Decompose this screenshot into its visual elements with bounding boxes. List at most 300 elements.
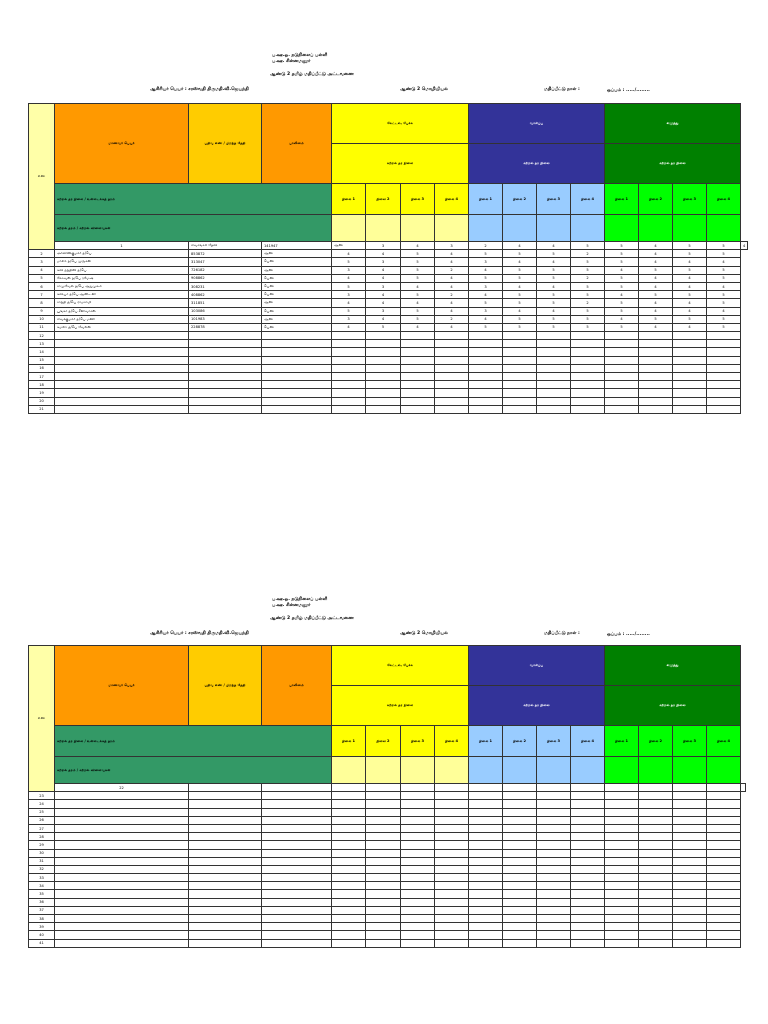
empty-cell[interactable] (639, 833, 673, 841)
empty-cell[interactable] (571, 841, 605, 849)
empty-cell[interactable] (469, 364, 503, 372)
empty-cell[interactable] (639, 808, 673, 816)
score-cell[interactable]: 4 (673, 258, 707, 266)
empty-cell[interactable] (673, 915, 707, 923)
empty-cell[interactable] (262, 882, 332, 890)
empty-cell[interactable] (537, 931, 571, 939)
empty-cell[interactable] (605, 348, 639, 356)
empty-cell[interactable] (262, 340, 332, 348)
score-cell[interactable]: 4 (435, 258, 469, 266)
empty-cell[interactable] (332, 915, 366, 923)
score-cell[interactable]: 5 (571, 291, 605, 299)
empty-cell[interactable] (401, 931, 435, 939)
empty-cell[interactable] (55, 915, 189, 923)
empty-cell[interactable] (366, 784, 401, 792)
empty-cell[interactable] (537, 784, 571, 792)
score-cell[interactable]: 4 (503, 242, 537, 250)
empty-cell[interactable] (673, 348, 707, 356)
empty-cell[interactable] (401, 849, 435, 857)
empty-cell[interactable] (639, 800, 673, 808)
score-cell[interactable]: 3 (435, 242, 469, 250)
empty-cell[interactable] (707, 931, 741, 939)
empty-cell[interactable] (673, 849, 707, 857)
empty-cell[interactable] (605, 865, 639, 873)
empty-cell[interactable] (605, 332, 639, 340)
score-cell[interactable]: 5 (673, 242, 707, 250)
empty-cell[interactable] (503, 348, 537, 356)
score-cell[interactable]: 2 (435, 315, 469, 323)
empty-cell[interactable] (469, 841, 503, 849)
empty-cell[interactable] (189, 784, 262, 792)
empty-cell[interactable] (189, 898, 262, 906)
student-reg[interactable]: 101983 (189, 315, 262, 323)
score-cell[interactable]: 4 (366, 274, 401, 282)
empty-cell[interactable] (503, 405, 537, 413)
empty-cell[interactable] (435, 784, 469, 792)
empty-cell[interactable] (639, 381, 673, 389)
empty-cell[interactable] (435, 915, 469, 923)
empty-cell[interactable] (673, 397, 707, 405)
empty-cell[interactable] (503, 865, 537, 873)
empty-cell[interactable] (401, 808, 435, 816)
empty-cell[interactable] (469, 816, 503, 824)
empty-cell[interactable] (435, 356, 469, 364)
empty-cell[interactable] (571, 874, 605, 882)
empty-cell[interactable] (707, 915, 741, 923)
empty-cell[interactable] (189, 397, 262, 405)
score-cell[interactable]: 5 (503, 291, 537, 299)
empty-cell[interactable] (332, 882, 366, 890)
empty-cell[interactable] (469, 939, 503, 947)
empty-cell[interactable] (537, 898, 571, 906)
score-cell[interactable]: 2 (571, 299, 605, 307)
score-cell[interactable]: 4 (707, 258, 741, 266)
score-cell[interactable]: 5 (503, 315, 537, 323)
empty-cell[interactable] (332, 857, 366, 865)
empty-cell[interactable] (503, 923, 537, 931)
empty-cell[interactable] (639, 824, 673, 832)
student-reg[interactable]: 103086 (189, 307, 262, 315)
score-cell[interactable]: 5 (401, 307, 435, 315)
score-cell[interactable]: 3 (332, 291, 366, 299)
empty-cell[interactable] (639, 332, 673, 340)
empty-cell[interactable] (639, 373, 673, 381)
score-cell[interactable]: 5 (605, 299, 639, 307)
score-cell[interactable]: 3 (366, 258, 401, 266)
empty-cell[interactable] (366, 874, 401, 882)
score-cell[interactable]: 4 (469, 266, 503, 274)
score-cell[interactable]: 5 (537, 250, 571, 258)
empty-cell[interactable] (707, 405, 741, 413)
score-cell[interactable]: 5 (469, 323, 503, 331)
score-cell[interactable]: 5 (469, 274, 503, 282)
empty-cell[interactable] (469, 857, 503, 865)
empty-cell[interactable] (537, 841, 571, 849)
empty-cell[interactable] (469, 784, 503, 792)
empty-cell[interactable] (55, 874, 189, 882)
student-gender[interactable]: ஆண் (262, 266, 332, 274)
empty-cell[interactable] (55, 389, 189, 397)
empty-cell[interactable] (332, 865, 366, 873)
empty-cell[interactable] (503, 816, 537, 824)
score-cell[interactable]: 4 (435, 307, 469, 315)
empty-cell[interactable] (332, 931, 366, 939)
empty-cell[interactable] (537, 849, 571, 857)
score-cell[interactable]: 5 (503, 299, 537, 307)
empty-cell[interactable] (673, 824, 707, 832)
empty-cell[interactable] (639, 915, 673, 923)
score-cell[interactable]: 4 (673, 323, 707, 331)
empty-cell[interactable] (673, 931, 707, 939)
score-cell[interactable]: 4 (673, 299, 707, 307)
empty-cell[interactable] (707, 332, 741, 340)
empty-cell[interactable] (401, 405, 435, 413)
empty-cell[interactable] (262, 332, 332, 340)
empty-cell[interactable] (639, 923, 673, 931)
empty-cell[interactable] (332, 397, 366, 405)
empty-cell[interactable] (55, 397, 189, 405)
empty-cell[interactable] (55, 373, 189, 381)
empty-cell[interactable] (469, 923, 503, 931)
empty-cell[interactable] (537, 356, 571, 364)
score-cell[interactable]: 5 (673, 266, 707, 274)
empty-cell[interactable] (435, 882, 469, 890)
empty-cell[interactable] (639, 356, 673, 364)
empty-cell[interactable] (262, 890, 332, 898)
empty-cell[interactable] (707, 348, 741, 356)
score-cell[interactable]: 4 (469, 291, 503, 299)
score-cell[interactable]: 5 (503, 250, 537, 258)
empty-cell[interactable] (401, 784, 435, 792)
score-cell[interactable]: 5 (503, 274, 537, 282)
score-cell[interactable]: 5 (401, 266, 435, 274)
score-cell[interactable]: 4 (503, 258, 537, 266)
score-cell[interactable]: 4 (639, 307, 673, 315)
empty-cell[interactable] (605, 857, 639, 865)
score-cell[interactable]: 4 (332, 323, 366, 331)
empty-cell[interactable] (537, 923, 571, 931)
empty-cell[interactable] (673, 857, 707, 865)
empty-cell[interactable] (639, 340, 673, 348)
score-cell[interactable]: 2 (571, 274, 605, 282)
score-cell[interactable]: 4 (503, 307, 537, 315)
score-cell[interactable]: 4 (435, 299, 469, 307)
empty-cell[interactable] (262, 397, 332, 405)
empty-cell[interactable] (639, 784, 673, 792)
empty-cell[interactable] (707, 389, 741, 397)
empty-cell[interactable] (639, 931, 673, 939)
empty-cell[interactable] (366, 906, 401, 914)
empty-cell[interactable] (707, 824, 741, 832)
score-cell[interactable]: 4 (401, 282, 435, 290)
empty-cell[interactable] (55, 405, 189, 413)
student-gender[interactable]: பெண் (262, 291, 332, 299)
student-reg[interactable]: 311851 (189, 299, 262, 307)
empty-cell[interactable] (605, 882, 639, 890)
empty-cell[interactable] (605, 849, 639, 857)
empty-cell[interactable] (673, 373, 707, 381)
student-gender[interactable]: ஆண் (332, 242, 366, 250)
empty-cell[interactable] (262, 857, 332, 865)
empty-cell[interactable] (571, 923, 605, 931)
score-cell[interactable]: 4 (537, 242, 571, 250)
empty-cell[interactable] (707, 865, 741, 873)
empty-cell[interactable] (571, 849, 605, 857)
empty-cell[interactable] (469, 397, 503, 405)
empty-cell[interactable] (435, 792, 469, 800)
empty-cell[interactable] (189, 816, 262, 824)
empty-cell[interactable] (673, 364, 707, 372)
student-gender[interactable]: ஆண் (262, 299, 332, 307)
empty-cell[interactable] (401, 857, 435, 865)
empty-cell[interactable] (571, 890, 605, 898)
empty-cell[interactable] (469, 340, 503, 348)
empty-cell[interactable] (435, 890, 469, 898)
score-cell[interactable]: 4 (673, 274, 707, 282)
empty-cell[interactable] (332, 808, 366, 816)
empty-cell[interactable] (605, 923, 639, 931)
empty-cell[interactable] (435, 898, 469, 906)
empty-cell[interactable] (366, 356, 401, 364)
score-cell[interactable]: 3 (366, 307, 401, 315)
score-cell[interactable]: 5 (673, 250, 707, 258)
empty-cell[interactable] (503, 332, 537, 340)
empty-cell[interactable] (401, 874, 435, 882)
score-cell[interactable]: 4 (639, 258, 673, 266)
score-cell[interactable]: 5 (366, 323, 401, 331)
empty-cell[interactable] (55, 381, 189, 389)
student-gender[interactable]: ஆண் (262, 250, 332, 258)
empty-cell[interactable] (435, 874, 469, 882)
empty-cell[interactable] (503, 857, 537, 865)
empty-cell[interactable] (262, 800, 332, 808)
empty-cell[interactable] (673, 906, 707, 914)
empty-cell[interactable] (401, 348, 435, 356)
student-gender[interactable]: பெண் (262, 274, 332, 282)
empty-cell[interactable] (332, 890, 366, 898)
empty-cell[interactable] (571, 898, 605, 906)
empty-cell[interactable] (537, 882, 571, 890)
empty-cell[interactable] (673, 389, 707, 397)
student-gender[interactable]: பெண் (262, 323, 332, 331)
empty-cell[interactable] (503, 356, 537, 364)
score-cell[interactable]: 4 (435, 250, 469, 258)
empty-cell[interactable] (435, 405, 469, 413)
score-cell[interactable]: 5 (469, 299, 503, 307)
empty-cell[interactable] (262, 865, 332, 873)
empty-cell[interactable] (605, 792, 639, 800)
empty-cell[interactable] (707, 939, 741, 947)
empty-cell[interactable] (262, 906, 332, 914)
empty-cell[interactable] (537, 874, 571, 882)
empty-cell[interactable] (537, 792, 571, 800)
empty-cell[interactable] (469, 890, 503, 898)
empty-cell[interactable] (366, 364, 401, 372)
empty-cell[interactable] (571, 906, 605, 914)
score-cell[interactable]: 5 (673, 291, 707, 299)
score-cell[interactable]: 5 (639, 315, 673, 323)
empty-cell[interactable] (605, 800, 639, 808)
empty-cell[interactable] (707, 906, 741, 914)
empty-cell[interactable] (55, 800, 189, 808)
empty-cell[interactable] (639, 792, 673, 800)
empty-cell[interactable] (366, 373, 401, 381)
score-cell[interactable]: 5 (537, 274, 571, 282)
score-cell[interactable]: 4 (639, 299, 673, 307)
empty-cell[interactable] (189, 939, 262, 947)
empty-cell[interactable] (469, 906, 503, 914)
score-cell[interactable]: 4 (605, 315, 639, 323)
empty-cell[interactable] (189, 923, 262, 931)
empty-cell[interactable] (332, 364, 366, 372)
empty-cell[interactable] (262, 915, 332, 923)
empty-cell[interactable] (605, 898, 639, 906)
empty-cell[interactable] (673, 808, 707, 816)
empty-cell[interactable] (605, 364, 639, 372)
empty-cell[interactable] (189, 389, 262, 397)
empty-cell[interactable] (469, 931, 503, 939)
student-reg[interactable]: 313047 (189, 258, 262, 266)
empty-cell[interactable] (366, 882, 401, 890)
student-reg[interactable]: 141947 (262, 242, 332, 250)
empty-cell[interactable] (469, 874, 503, 882)
empty-cell[interactable] (401, 800, 435, 808)
empty-cell[interactable] (189, 800, 262, 808)
empty-cell[interactable] (262, 816, 332, 824)
empty-cell[interactable] (571, 373, 605, 381)
empty-cell[interactable] (707, 397, 741, 405)
score-cell[interactable]: 5 (707, 242, 741, 250)
empty-cell[interactable] (189, 808, 262, 816)
empty-cell[interactable] (332, 824, 366, 832)
score-cell[interactable]: 5 (332, 258, 366, 266)
empty-cell[interactable] (332, 373, 366, 381)
empty-cell[interactable] (707, 849, 741, 857)
score-cell[interactable]: 5 (401, 315, 435, 323)
empty-cell[interactable] (639, 939, 673, 947)
empty-cell[interactable] (639, 348, 673, 356)
empty-cell[interactable] (366, 849, 401, 857)
empty-cell[interactable] (673, 784, 707, 792)
empty-cell[interactable] (503, 824, 537, 832)
empty-cell[interactable] (707, 923, 741, 931)
empty-cell[interactable] (262, 389, 332, 397)
empty-cell[interactable] (503, 397, 537, 405)
empty-cell[interactable] (366, 923, 401, 931)
empty-cell[interactable] (401, 865, 435, 873)
score-cell[interactable]: 2 (469, 242, 503, 250)
empty-cell[interactable] (673, 356, 707, 364)
empty-cell[interactable] (401, 906, 435, 914)
empty-cell[interactable] (605, 915, 639, 923)
empty-cell[interactable] (503, 784, 537, 792)
empty-cell[interactable] (366, 808, 401, 816)
empty-cell[interactable] (537, 800, 571, 808)
empty-cell[interactable] (401, 792, 435, 800)
empty-cell[interactable] (707, 364, 741, 372)
empty-cell[interactable] (639, 389, 673, 397)
score-cell[interactable]: 5 (401, 250, 435, 258)
empty-cell[interactable] (707, 857, 741, 865)
empty-cell[interactable] (639, 874, 673, 882)
empty-cell[interactable] (503, 890, 537, 898)
empty-cell[interactable] (366, 405, 401, 413)
empty-cell[interactable] (537, 808, 571, 816)
empty-cell[interactable] (189, 373, 262, 381)
empty-cell[interactable] (503, 389, 537, 397)
empty-cell[interactable] (366, 898, 401, 906)
score-cell[interactable]: 5 (332, 282, 366, 290)
empty-cell[interactable] (503, 364, 537, 372)
student-gender[interactable]: பெண் (262, 282, 332, 290)
empty-cell[interactable] (707, 381, 741, 389)
empty-cell[interactable] (707, 340, 741, 348)
score-cell[interactable]: 5 (571, 258, 605, 266)
score-cell[interactable]: 5 (537, 315, 571, 323)
empty-cell[interactable] (707, 890, 741, 898)
student-reg[interactable]: 308231 (189, 282, 262, 290)
student-name[interactable]: பூங்கா த/பெ சீனிவாசன் (55, 307, 189, 315)
empty-cell[interactable] (401, 833, 435, 841)
empty-cell[interactable] (673, 898, 707, 906)
empty-cell[interactable] (537, 397, 571, 405)
score-cell[interactable]: 4 (741, 242, 748, 250)
score-cell[interactable]: 5 (605, 242, 639, 250)
empty-cell[interactable] (55, 857, 189, 865)
empty-cell[interactable] (55, 882, 189, 890)
empty-cell[interactable] (503, 915, 537, 923)
empty-cell[interactable] (571, 397, 605, 405)
empty-cell[interactable] (262, 824, 332, 832)
empty-cell[interactable] (639, 890, 673, 898)
empty-cell[interactable] (639, 865, 673, 873)
empty-cell[interactable] (537, 890, 571, 898)
empty-cell[interactable] (189, 824, 262, 832)
empty-cell[interactable] (262, 849, 332, 857)
empty-cell[interactable] (503, 800, 537, 808)
score-cell[interactable]: 5 (571, 323, 605, 331)
empty-cell[interactable] (605, 808, 639, 816)
empty-cell[interactable] (673, 833, 707, 841)
empty-cell[interactable] (469, 824, 503, 832)
score-cell[interactable]: 5 (571, 266, 605, 274)
empty-cell[interactable] (189, 874, 262, 882)
empty-cell[interactable] (332, 356, 366, 364)
empty-cell[interactable] (401, 890, 435, 898)
score-cell[interactable]: 5 (707, 315, 741, 323)
empty-cell[interactable] (435, 849, 469, 857)
empty-cell[interactable] (537, 340, 571, 348)
empty-cell[interactable] (189, 931, 262, 939)
empty-cell[interactable] (639, 397, 673, 405)
empty-cell[interactable] (503, 808, 537, 816)
empty-cell[interactable] (707, 784, 741, 792)
empty-cell[interactable] (503, 373, 537, 381)
empty-cell[interactable] (673, 874, 707, 882)
empty-cell[interactable] (571, 389, 605, 397)
empty-cell[interactable] (605, 784, 639, 792)
empty-cell[interactable] (189, 849, 262, 857)
score-cell[interactable]: 5 (537, 266, 571, 274)
student-name[interactable]: சாந்தி த/பெ ராமசாமி (55, 299, 189, 307)
empty-cell[interactable] (435, 348, 469, 356)
empty-cell[interactable] (605, 841, 639, 849)
empty-cell[interactable] (189, 857, 262, 865)
empty-cell[interactable] (707, 882, 741, 890)
empty-cell[interactable] (401, 364, 435, 372)
empty-cell[interactable] (401, 356, 435, 364)
score-cell[interactable]: 5 (537, 299, 571, 307)
